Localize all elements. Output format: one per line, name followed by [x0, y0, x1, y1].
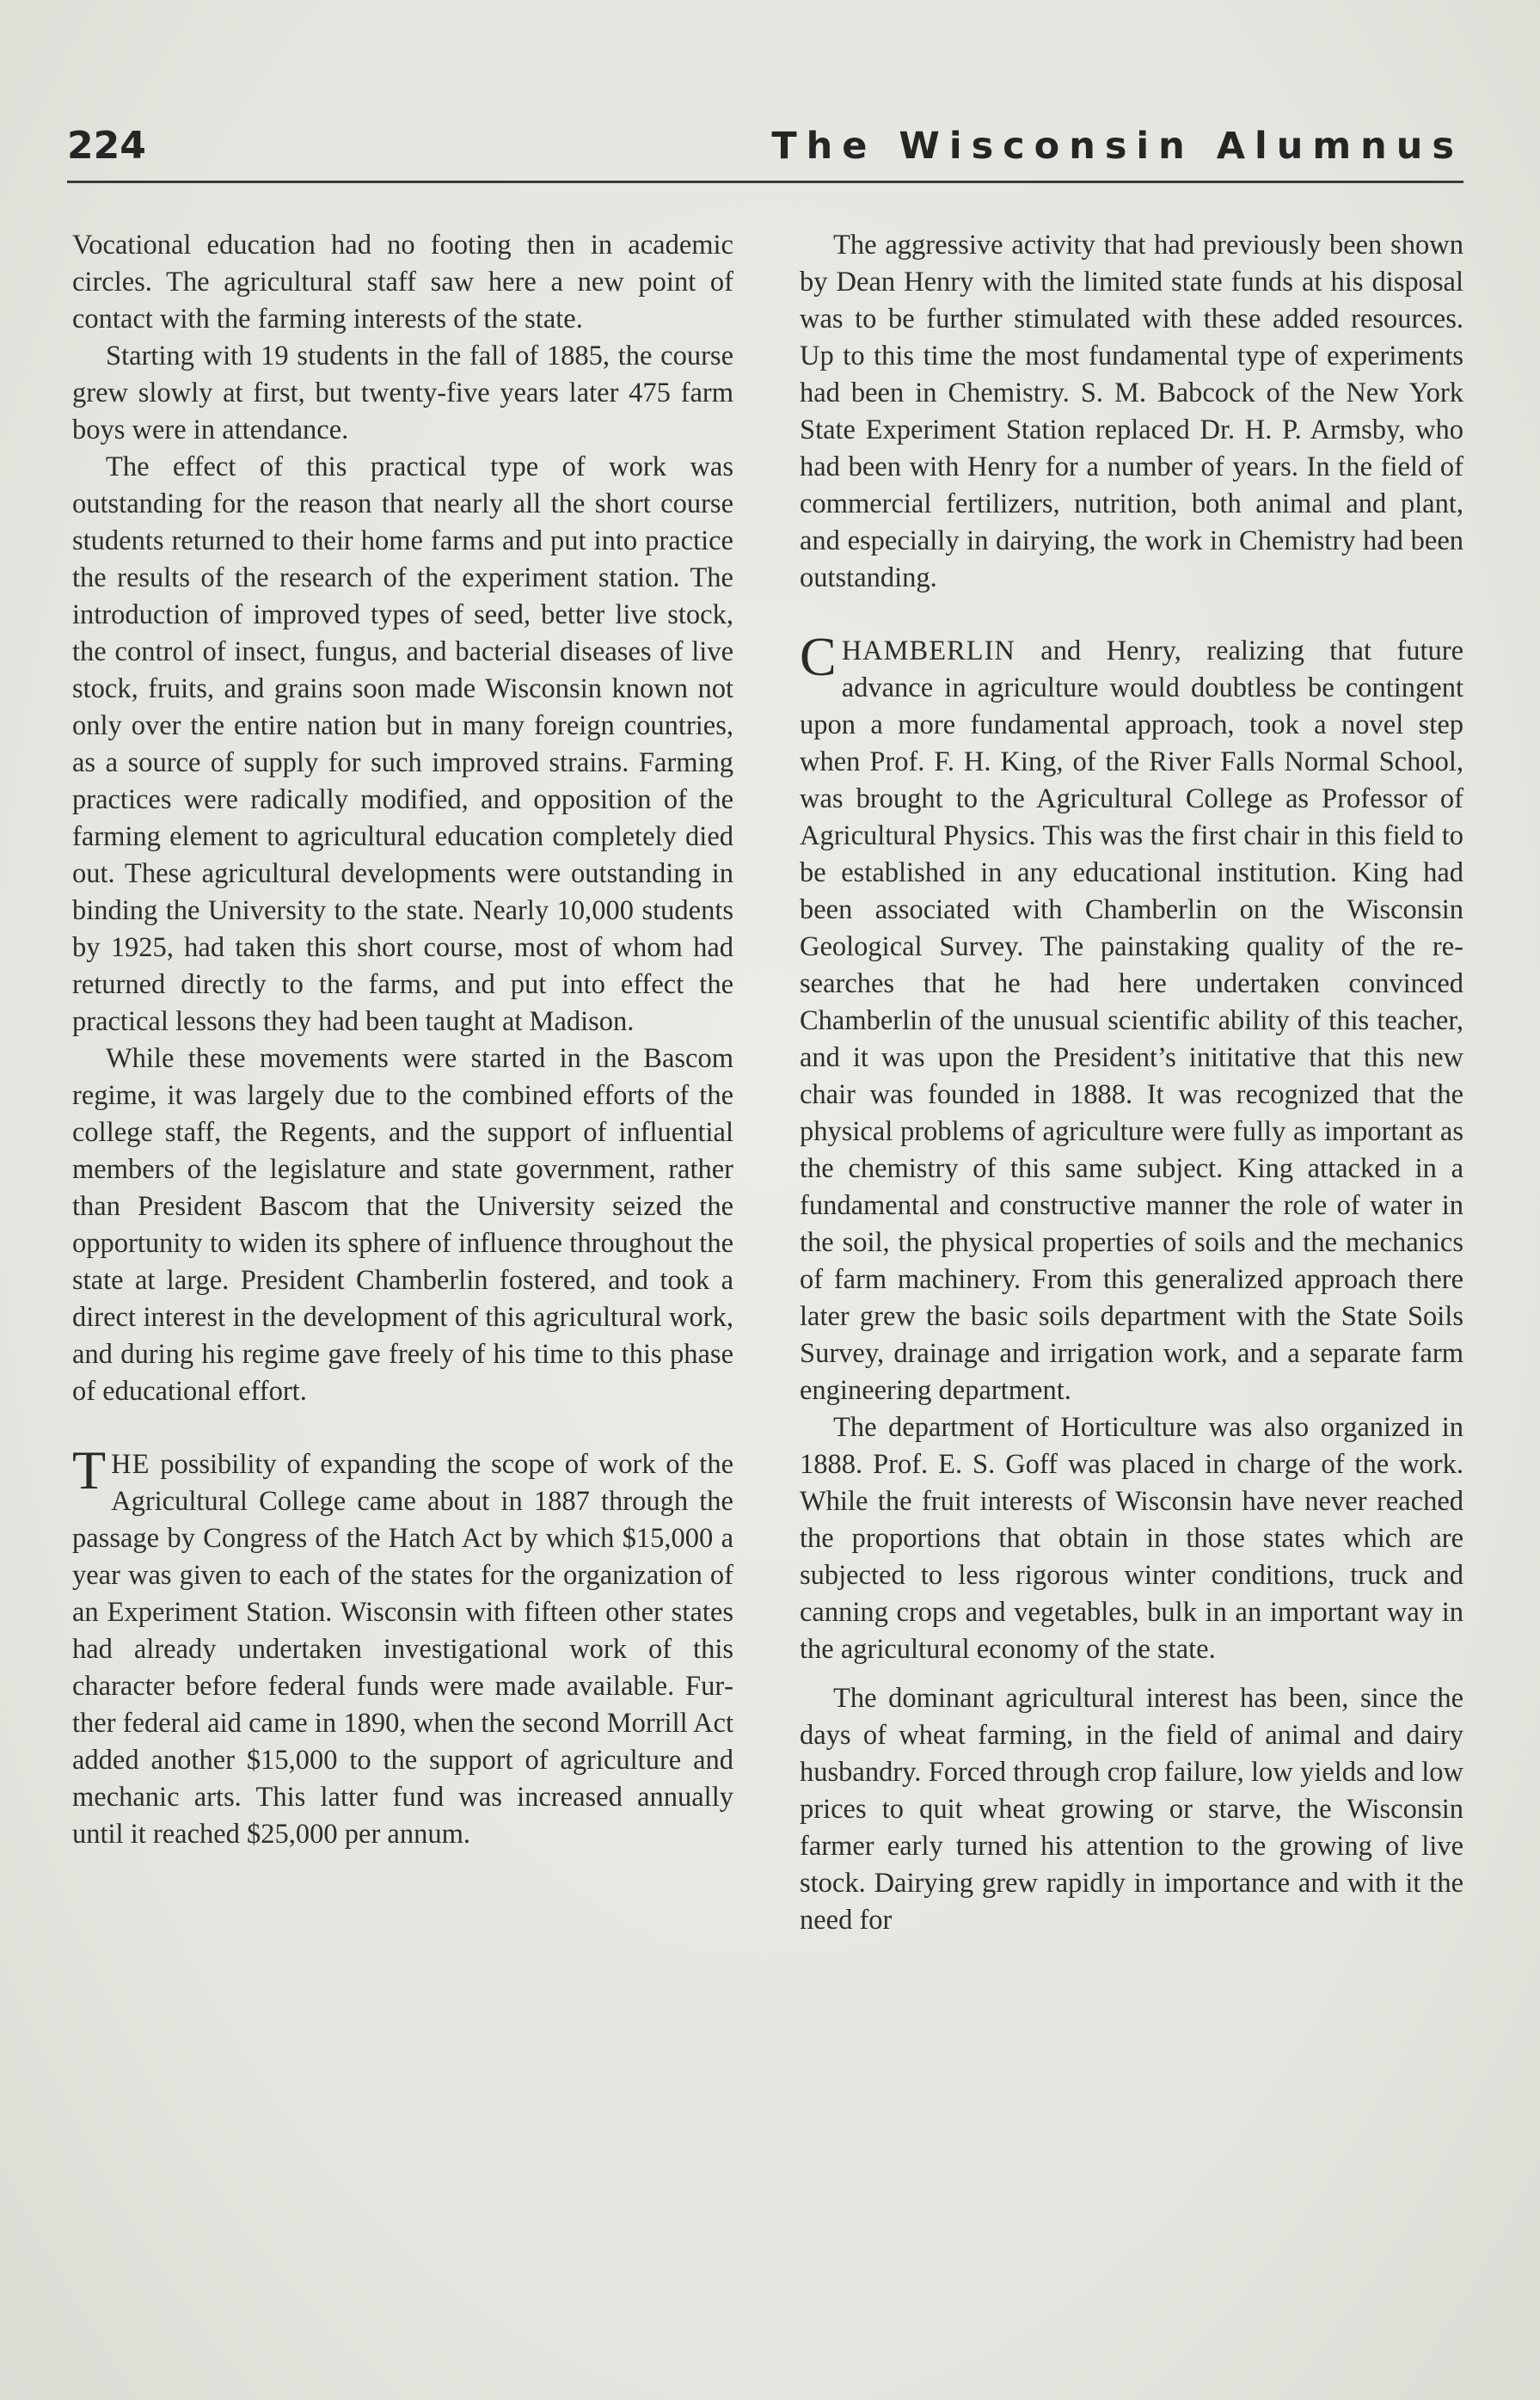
paragraph-text: possibility of expanding the scope of work of the Agricultural College came about in 1887 through the passage by Congress of the Hatch Act by which $15,000 a year was given to each of the states for the organization of an Experiment Station. Wisconsin with fifteen other states had already undertaken investigational work of this character before federal funds were made available. Further federal aid came in 1890, when the second Morrill Act added another $15,000 to the support of agriculture and mechanic arts. This latter fund was increased annually until it reached $25,000 per annum. — [72, 1449, 733, 1850]
page-number: 224 — [67, 124, 146, 168]
paragraph: Starting with 19 students in the fall of 1885, the course grew slowly at first, but twenty-five years later 475 farm boys were in attendance. — [72, 341, 733, 445]
lead-in: HE — [111, 1449, 150, 1480]
right-column — [800, 227, 1463, 1939]
paragraph: The department of Horticulture was also organized in 1888. Prof. E. S. Goff was placed in charge of the work. While the fruit interests of Wisconsin have never reached the proportions that obtain in those states which are subjected to less rigorous winter conditions, truck and canning crops and vegetables, bulk in an important way in the agricultural economy of the state. — [800, 1412, 1463, 1665]
paragraph-text: and Henry, realizing that future advance in agriculture would doubtless be contingent upon a more fundamental approach, took a novel step when Prof. F. H. King, of the River Falls Normal School, was brought to the Agricultural College as Professor of Agricultural Physics. This was the first chair in this field to be established in any educational institution. King had been associated with Chamberlin on the Wisconsin Geological Survey. The painstaking quality of the researches that he had here undertaken convinced Chamberlin of the unusual scientific ability of this teacher, and it was upon the President’s inititative that this new chair was founded in 1888. It was recognized that the physical problems of agriculture were fully as important as the chemistry of this same subject. King attacked in a fundamental and constructive manner the role of water in the soil, the physical properties of soils and the mechanics of farm machinery. From this generalized approach there later grew the basic soils department with the State Soils Survey, drainage and irrigation work, and a separate farm engineering department. — [800, 635, 1463, 1406]
paragraph: The dominant agricultural interest has been, since the days of wheat farming, in the field of animal and dairy husbandry. Forced through crop failure, low yields and low prices to quit wheat growing or starve, the Wisconsin farmer early turned his attention to the growing of live stock. Dairying grew rapidly in importance and with it the need for — [800, 1683, 1463, 1936]
lead-in: HAMBERLIN — [841, 635, 1015, 666]
drop-cap: T — [72, 1439, 107, 1501]
paragraph: The effect of this practical type of work was outstanding for the reason that nearly all the short course students returned to their home farms and put into practice the results of the research of the experiment station. The introduction of improved types of seed, better live stock, the control of insect, fungus, and bacterial diseases of live stock, fruits, and grains soon made Wisconsin known not only over the entire nation but in many foreign countries, as a source of supply for such improved strains. Farming practices were radically modified, and opposition of the farming element to agricultural education completely died out. These agricultural developments were outstanding in binding the University to the state. Nearly 10,000 students by 1925, had taken this short course, most of whom had returned directly to the farms, and put into effect the practical lessons they had been taught at Madison. — [72, 451, 733, 1037]
paragraph: The aggressive activity that had previously been shown by Dean Henry with the limited state funds at his disposal was to be further stimulated with these added resources. Up to this time the most fundamental type of experiments had been in Chemistry. S. M. Babcock of the New York State Experiment Station replaced Dr. H. P. Armsby, who had been with Henry for a number of years. In the field of commercial fertilizers, nutrition, both animal and plant, and especially in dairying, the work in Chemistry had been outstanding. — [800, 230, 1463, 593]
page-header — [67, 120, 1463, 182]
paragraph: While these movements were started in the Bascom regime, it was largely due to the combined efforts of the college staff, the Regents, and the support of influential members of the legislature and state government, rather than President Bascom that the University seized the opportunity to widen its sphere of influence throughout the state at large. President Chamberlin fostered, and took a direct interest in the development of this agricultural work, and during his regime gave freely of his time to this phase of educational effort. — [72, 1043, 733, 1407]
drop-cap: C — [800, 626, 837, 687]
section-paragraph — [72, 1439, 733, 1853]
left-column — [72, 227, 733, 1853]
header-rule — [67, 181, 1463, 183]
paragraph: Vocational education had no footing then in academic circles. The agricultural staff saw here a new point of contact with the farming interests of the state. — [72, 230, 733, 335]
section-paragraph — [800, 626, 1463, 1409]
journal-title: The Wisconsin Alumnus — [771, 125, 1463, 168]
